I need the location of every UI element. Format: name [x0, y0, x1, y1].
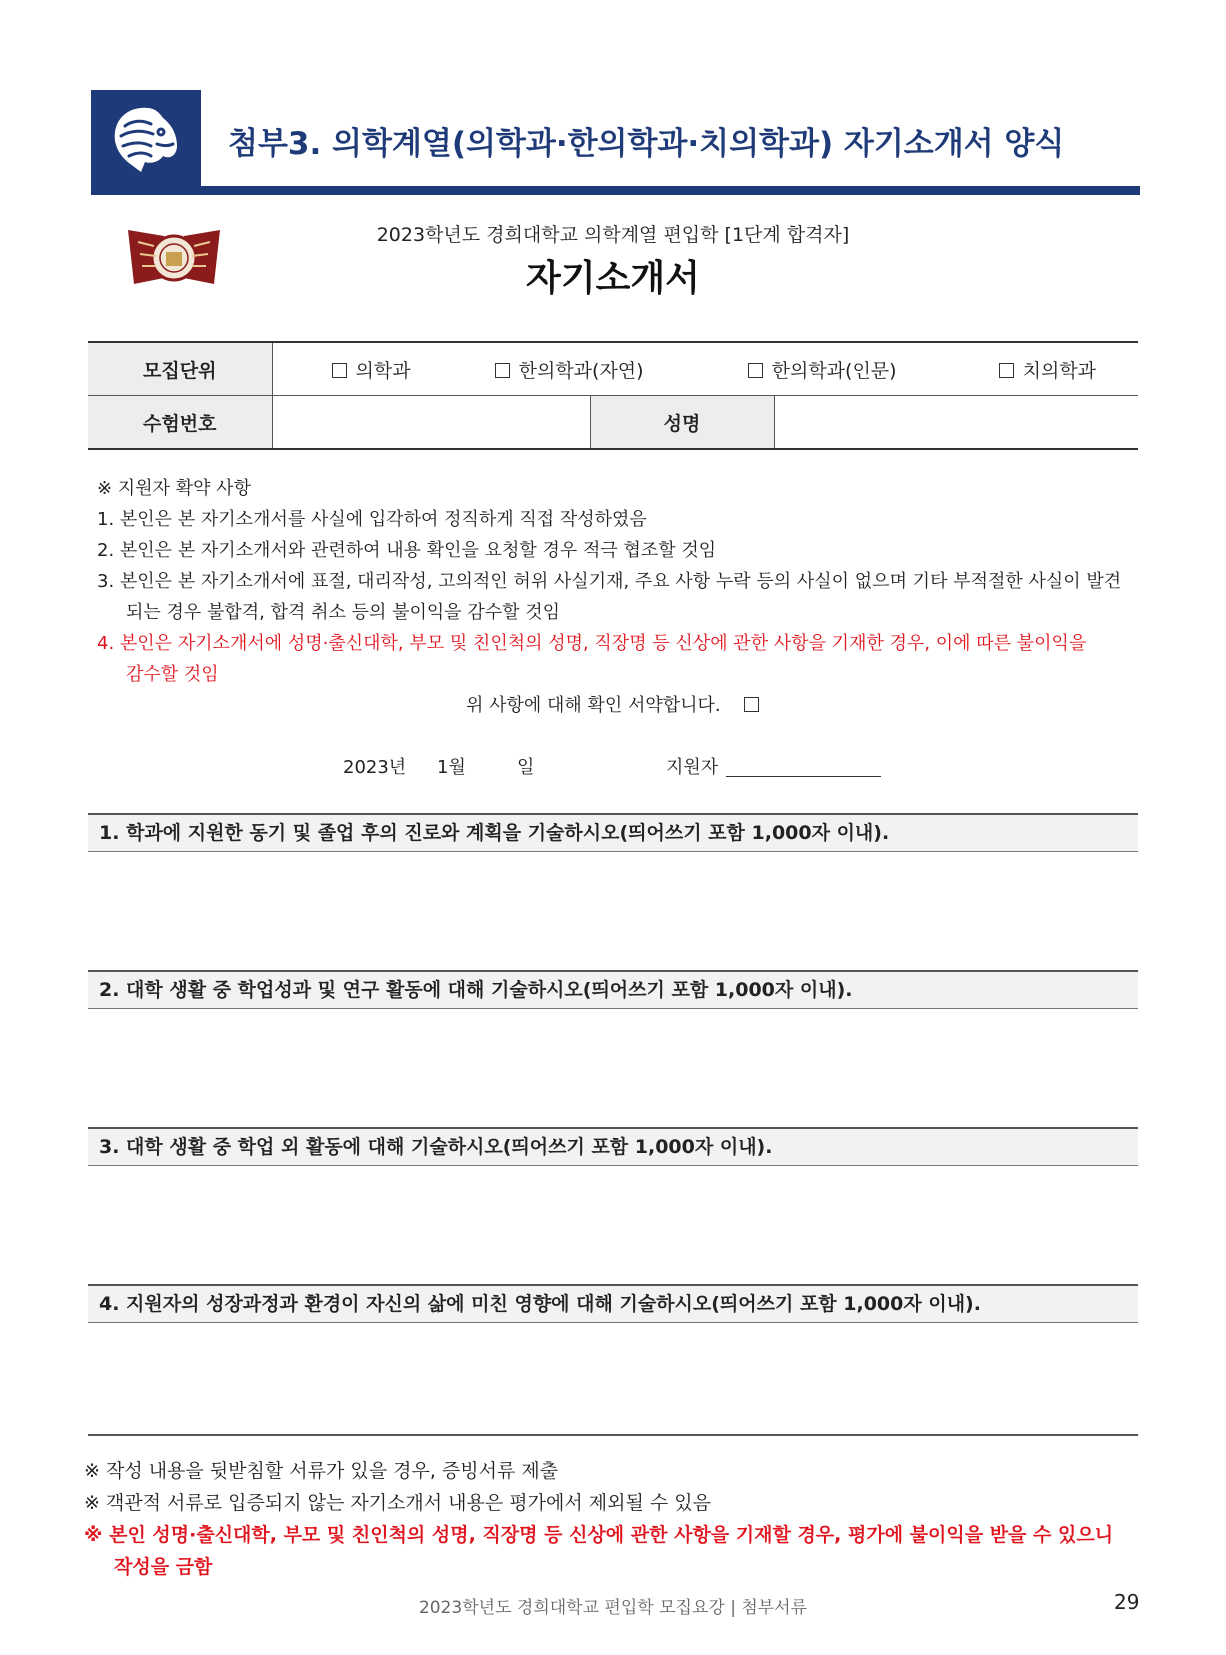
option-korean-medicine-humanities[interactable] — [748, 356, 897, 383]
name-field[interactable] — [774, 396, 1138, 450]
pledge-heading: ※ 지원자 확약 사항 — [97, 478, 251, 499]
exam-number-label: 수험번호 — [88, 396, 272, 450]
note: ※ 객관적 서류로 입증되지 않는 자기소개서 내용은 평가에서 제외될 수 있음 — [84, 1492, 711, 1514]
note-warning-cont: 작성을 금함 — [114, 1556, 213, 1578]
page-number: 29 — [1114, 1590, 1140, 1614]
confirm-checkbox[interactable] — [744, 697, 759, 712]
table-row — [88, 396, 1138, 450]
page-title: 첨부3. 의학계열(의학과·한의학과·치의학과) 자기소개서 양식 — [228, 126, 1065, 162]
option-label: 한의학과(자연) — [518, 359, 644, 382]
footer-text: 2023학년도 경희대학교 편입학 모집요강 | 첨부서류 — [418, 1598, 808, 1618]
signature-line — [666, 753, 881, 779]
pledge-item: 2. 본인은 본 자기소개서와 관련하여 내용 확인을 요청할 경우 적극 협조할 것임 — [97, 540, 717, 561]
note-warning: ※ 본인 성명·출신대학, 부모 및 친인척의 성명, 직장명 등 신상에 관한 사항을 기재할 경우, 평가에 불이익을 받을 수 있으니 — [84, 1524, 1114, 1546]
checkbox[interactable] — [332, 363, 347, 378]
checkbox[interactable] — [999, 363, 1014, 378]
applicant-label: 지원자 — [666, 757, 719, 778]
checkbox[interactable] — [748, 363, 763, 378]
date-day: 일 — [517, 757, 535, 778]
header-logo-box — [91, 90, 201, 192]
applicant-info-table — [88, 341, 1138, 450]
table-row — [88, 342, 1138, 396]
confirm-line — [466, 691, 768, 717]
signature-field[interactable] — [726, 758, 881, 777]
confirm-text: 위 사항에 대해 확인 서약합니다. — [466, 695, 721, 716]
unit-label: 모집단위 — [88, 342, 272, 396]
name-label: 성명 — [590, 396, 774, 450]
pledge-item-warning: 4. 본인은 자기소개서에 성명·출신대학, 부모 및 친인척의 성명, 직장명 등 신상에 관한 사항을 기재한 경우, 이에 따른 불이익을 — [97, 633, 1087, 654]
form-title: 자기소개서 — [526, 258, 700, 299]
option-medicine[interactable] — [332, 356, 411, 383]
pledge-item-cont: 되는 경우 불합격, 합격 취소 등의 불이익을 감수할 것임 — [126, 602, 561, 623]
question-1: 1. 학과에 지원한 동기 및 졸업 후의 진로와 계획을 기술하시오(띄어쓰기 포함 1,000자 이내). — [88, 813, 1138, 852]
pledge-item-warning-cont: 감수할 것임 — [126, 664, 219, 685]
option-korean-medicine-science[interactable] — [495, 356, 644, 383]
checkbox[interactable] — [495, 363, 510, 378]
form-subtitle: 2023학년도 경희대학교 의학계열 편입학 [1단계 합격자] — [376, 224, 850, 246]
date-month: 1월 — [437, 757, 466, 778]
option-label: 치의학과 — [1022, 359, 1097, 382]
option-label: 의학과 — [355, 359, 411, 382]
note: ※ 작성 내용을 뒷받침할 서류가 있을 경우, 증빙서류 제출 — [84, 1460, 559, 1482]
lion-head-icon — [91, 90, 201, 186]
header-rule — [91, 186, 1140, 195]
bottom-rule — [88, 1434, 1138, 1436]
question-4: 4. 지원자의 성장과정과 환경이 자신의 삶에 미친 영향에 대해 기술하시오(띄어쓰기 포함 1,000자 이내). — [88, 1284, 1138, 1323]
option-dentistry[interactable] — [999, 356, 1096, 383]
date-year: 2023년 — [343, 757, 407, 778]
question-2: 2. 대학 생활 중 학업성과 및 연구 활동에 대해 기술하시오(띄어쓰기 포함 1,000자 이내). — [88, 970, 1138, 1009]
pledge-item: 3. 본인은 본 자기소개서에 표절, 대리작성, 고의적인 허위 사실기재, 주요 사항 누락 등의 사실이 없으며 기타 부적절한 사실이 발견 — [97, 571, 1122, 592]
exam-number-field[interactable] — [272, 396, 590, 450]
pledge-item: 1. 본인은 본 자기소개서를 사실에 입각하여 정직하게 직접 작성하였음 — [97, 509, 647, 530]
unit-options — [272, 342, 1138, 396]
option-label: 한의학과(인문) — [771, 359, 897, 382]
question-3: 3. 대학 생활 중 학업 외 활동에 대해 기술하시오(띄어쓰기 포함 1,000자 이내). — [88, 1127, 1138, 1166]
